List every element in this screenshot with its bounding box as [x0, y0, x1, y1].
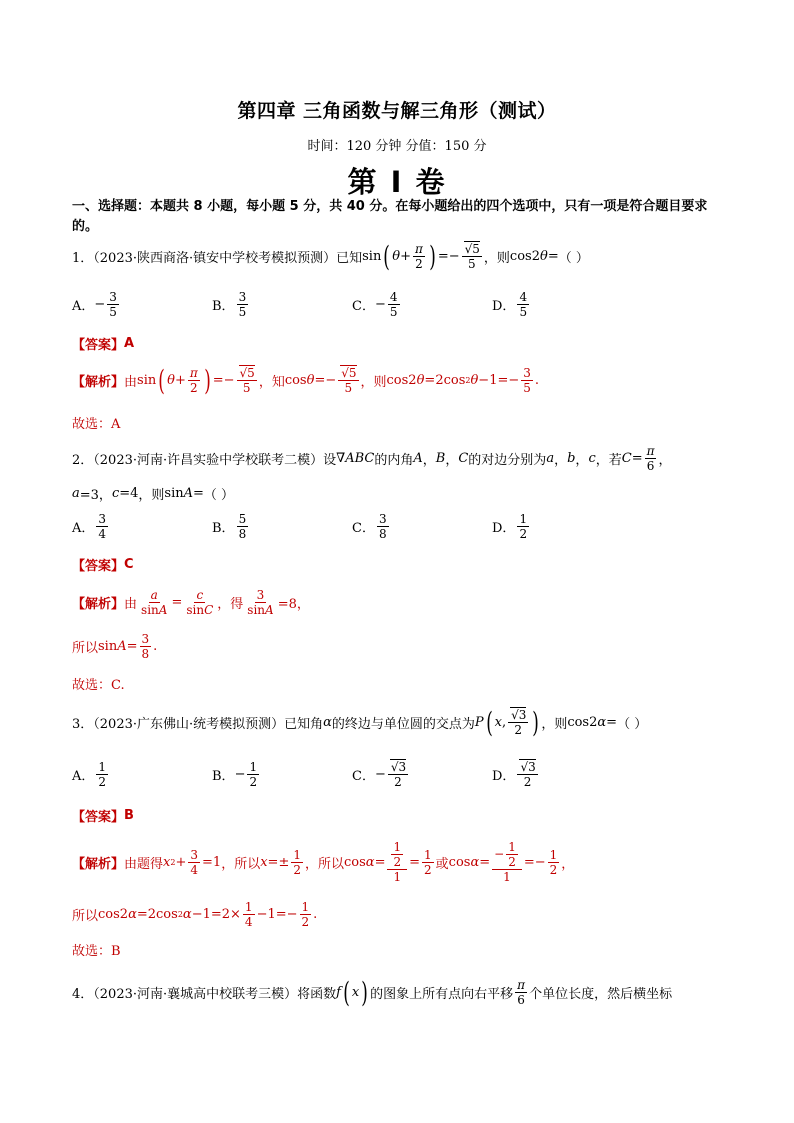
- q3-analysis-2: 所以 cos2 α =2cos 2 α −1=2× $\frac{1}{4}$ −1=− $\frac{1}{2}$ .: [72, 900, 318, 929]
- q1-conclusion: 故选：A: [72, 417, 121, 432]
- q1-analysis: 【解析】 由 sin ( θ + $\frac{\pi}{2}$ ) =− $\frac{√5}{5}$ ，知 cos θ =− $\frac{√5}{5}$ ，则 cos2 θ =2cos 2 θ −1=− $\frac{3}{5}$ .: [72, 363, 540, 397]
- q3-conclusion: 故选：B: [72, 944, 121, 959]
- q2-analysis-2: 所以 sin A = $\frac{3}{8}$ .: [72, 632, 158, 661]
- section-heading: 一、选择题：本题共 8 小题，每小题 5 分，共 40 分。在每小题给出的四个选项中，只有一项是符合题目要求的。: [72, 199, 708, 234]
- q3-analysis: 【解析】 由题得 x 2 + $\frac{3}{4}$ =1 ，所以 x =± $\frac{1}{2}$ ，所以 cos α = $\frac{\frac{1}{2}}{1}$ = $\frac{1}{2}$ 或 cos α = − $\frac{1}{2}$ 1 =− $\frac{1}{2}$ ，: [72, 840, 575, 884]
- q3-options: A． $\frac{1}{2}$ B． − $\frac{1}{2}$ C． − $\frac{√3}{2}$ D． $\frac{√3}{2}$: [72, 760, 536, 789]
- q3-stem: 3．（2023·广东佛山·统考模拟预测）已知角 α 的终边与单位圆的交点为 P ( x , $\frac{√3}{2}$ ) ，则 cos2 α = （ ）: [72, 705, 648, 739]
- volume-heading: 第 I 卷: [347, 165, 447, 199]
- q2-options: A． $\frac{3}{4}$ B． $\frac{5}{8}$ C． $\frac{3}{8}$ D． $\frac{1}{2}$: [72, 512, 528, 541]
- q2-stem-2: a =3， c =4 ，则 sin A = （ ）: [72, 486, 235, 503]
- q4-stem: 4．（2023·河南·襄城高中校联考三模）将函数 f ( x ) 的图象上所有点向右平移 $\frac{\pi}{6}$ 个单位长度，然后横坐标: [72, 975, 673, 1009]
- q2-stem-1: 2．（2023·河南·许昌实验中学校联考二模）设 ∇ ABC 的内角 A ， B ， C 的对边分别为 a ， b ， c ，若 C = $\frac{\pi}{6}$ ，: [72, 444, 672, 473]
- q1-answer: 【答案】 A: [72, 336, 135, 353]
- q2-answer: 【答案】 C: [72, 557, 134, 574]
- chapter-title: 第四章 三角函数与解三角形（测试）: [237, 100, 557, 122]
- q2-analysis: 【解析】 由 $\frac{a}{\sin A}$ = $\frac{c}{\sin C}$ ，得 $\frac{3}{\sin A}$ =8，: [72, 588, 310, 617]
- exam-meta: 时间：120 分钟 分值：150 分: [307, 139, 487, 154]
- q1-stem: 1．（2023·陕西商洛·镇安中学校考模拟预测）已知 sin ( θ + $\frac{\pi}{2}$ ) =− $\frac{√5}{5}$ ，则 cos2 θ = （ ）: [72, 239, 589, 273]
- q3-answer: 【答案】 B: [72, 808, 134, 825]
- q1-options: A． − $\frac{3}{5}$ B． $\frac{3}{5}$ C． − $\frac{4}{5}$ D． $\frac{4}{5}$: [72, 290, 528, 319]
- q2-conclusion: 故选：C.: [72, 678, 125, 693]
